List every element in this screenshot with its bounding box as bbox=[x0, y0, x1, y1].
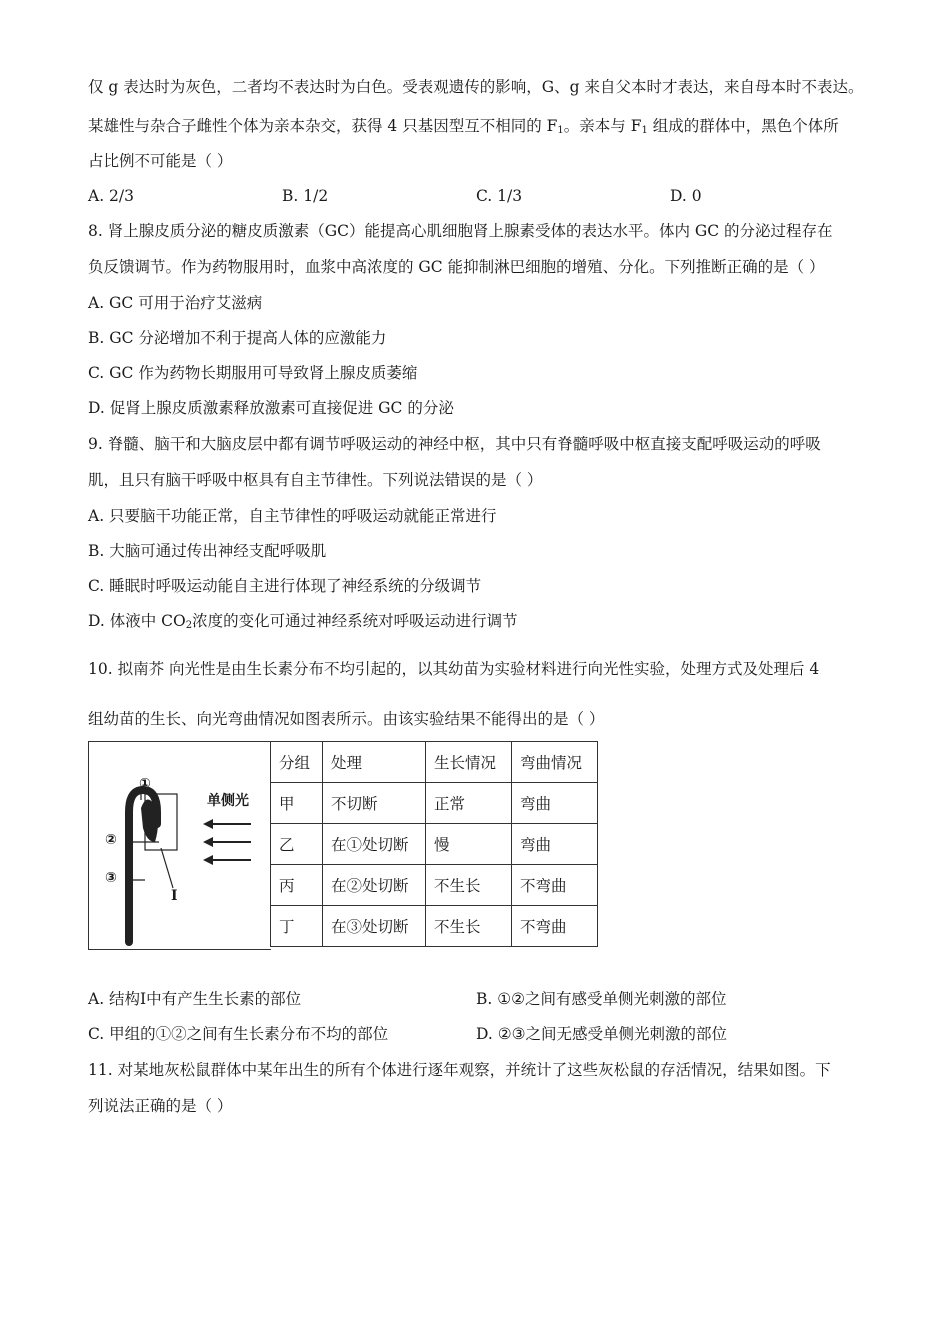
table-cell: 正常 bbox=[426, 783, 512, 824]
seedling-figure bbox=[88, 741, 271, 950]
q10-option-b: B. ①②之间有感受单侧光刺激的部位 bbox=[476, 990, 727, 1008]
structure-label: Ⅰ bbox=[171, 888, 178, 904]
table-header: 弯曲情况 bbox=[512, 742, 598, 783]
table-cell: 不生长 bbox=[426, 865, 512, 906]
table-cell: 在①处切断 bbox=[323, 824, 426, 865]
q7-line-2: 某雄性与杂合子雌性个体为亲本杂交，获得 4 只基因型互不相同的 $F_1$。亲本与 $F_1$ 组成的群体中，黑色个体所 bbox=[88, 117, 839, 136]
q8-option-c: C. GC 作为药物长期服用可导致肾上腺皮质萎缩 bbox=[88, 364, 418, 382]
q9-line-2: 肌，且只有脑干呼吸中枢具有自主节律性。下列说法错误的是（ ） bbox=[88, 471, 543, 489]
q11-line-2: 列说法正确的是（ ） bbox=[88, 1097, 233, 1115]
q7-line-3: 占比例不可能是（ ） bbox=[88, 152, 233, 170]
table-cell: 丁 bbox=[271, 906, 323, 947]
q10-option-a: A. 结构Ⅰ中有产生生长素的部位 bbox=[88, 990, 302, 1008]
q7-option-c: C. 1/3 bbox=[476, 187, 523, 205]
table-row bbox=[271, 824, 598, 865]
q10-option-c: C. 甲组的①②之间有生长素分布不均的部位 bbox=[88, 1025, 389, 1043]
table-cell: 在③处切断 bbox=[323, 906, 426, 947]
table-cell: 不生长 bbox=[426, 906, 512, 947]
table-cell: 不弯曲 bbox=[512, 865, 598, 906]
q7-option-b: B. 1/2 bbox=[282, 187, 329, 205]
q9-line-1: 9. 脊髓、脑干和大脑皮层中都有调节呼吸运动的神经中枢，其中只有脊髓呼吸中枢直接支配呼吸运动的呼吸 bbox=[88, 435, 821, 453]
q10-line-1: 10. 拟南芥 向光性是由生长素分布不均引起的，以其幼苗为实验材料进行向光性实验，处理方式及处理后 4 bbox=[88, 660, 820, 678]
table-header: 分组 bbox=[271, 742, 323, 783]
table-cell: 弯曲 bbox=[512, 783, 598, 824]
q8-option-a: A. GC 可用于治疗艾滋病 bbox=[88, 294, 263, 312]
q9-option-d: D. 体液中 $CO_2$浓度的变化可通过神经系统对呼吸运动进行调节 bbox=[88, 612, 518, 631]
table-header-row bbox=[271, 742, 598, 783]
table-cell: 不弯曲 bbox=[512, 906, 598, 947]
table-cell: 甲 bbox=[271, 783, 323, 824]
marker-2: ② bbox=[105, 832, 117, 848]
q10-line-2: 组幼苗的生长、向光弯曲情况如图表所示。由该实验结果不能得出的是（ ） bbox=[88, 710, 605, 728]
table-header: 生长情况 bbox=[426, 742, 512, 783]
q9-option-a: A. 只要脑干功能正常，自主节律性的呼吸运动就能正常进行 bbox=[88, 507, 497, 525]
table-row bbox=[271, 865, 598, 906]
table-cell: 弯曲 bbox=[512, 824, 598, 865]
q9-option-c: C. 睡眠时呼吸运动能自主进行体现了神经系统的分级调节 bbox=[88, 577, 482, 595]
q7-option-d: D. 0 bbox=[670, 187, 702, 205]
table-cell: 丙 bbox=[271, 865, 323, 906]
q10-table bbox=[270, 741, 598, 947]
q7-option-a: A. 2/3 bbox=[88, 187, 134, 205]
table-header: 处理 bbox=[323, 742, 426, 783]
table-cell: 慢 bbox=[426, 824, 512, 865]
q8-line-2: 负反馈调节。作为药物服用时，血浆中高浓度的 GC 能抑制淋巴细胞的增殖、分化。下列推断正确的是（ ） bbox=[88, 258, 825, 276]
q8-line-1: 8. 肾上腺皮质分泌的糖皮质激素（GC）能提高心肌细胞肾上腺素受体的表达水平。体内 GC 的分泌过程存在 bbox=[88, 222, 833, 240]
q8-option-d: D. 促肾上腺皮质激素释放激素可直接促进 GC 的分泌 bbox=[88, 399, 454, 417]
q8-option-b: B. GC 分泌增加不利于提高人体的应激能力 bbox=[88, 329, 387, 347]
table-cell: 不切断 bbox=[323, 783, 426, 824]
marker-3: ③ bbox=[105, 870, 117, 886]
table-row bbox=[271, 783, 598, 824]
q9-option-b: B. 大脑可通过传出神经支配呼吸肌 bbox=[88, 542, 327, 560]
q7-line-1: 仅 g 表达时为灰色，二者均不表达时为白色。受表观遗传的影响，G、g 来自父本时才表达，来自母本时不表达。 bbox=[88, 78, 864, 96]
marker-1: ① bbox=[139, 776, 151, 792]
q11-line-1: 11. 对某地灰松鼠群体中某年出生的所有个体进行逐年观察，并统计了这些灰松鼠的存活情况，结果如图。下 bbox=[88, 1061, 831, 1079]
table-cell: 在②处切断 bbox=[323, 865, 426, 906]
q10-option-d: D. ②③之间无感受单侧光刺激的部位 bbox=[476, 1025, 728, 1043]
table-cell: 乙 bbox=[271, 824, 323, 865]
light-label: 单侧光 bbox=[207, 793, 249, 809]
table-row bbox=[271, 906, 598, 947]
